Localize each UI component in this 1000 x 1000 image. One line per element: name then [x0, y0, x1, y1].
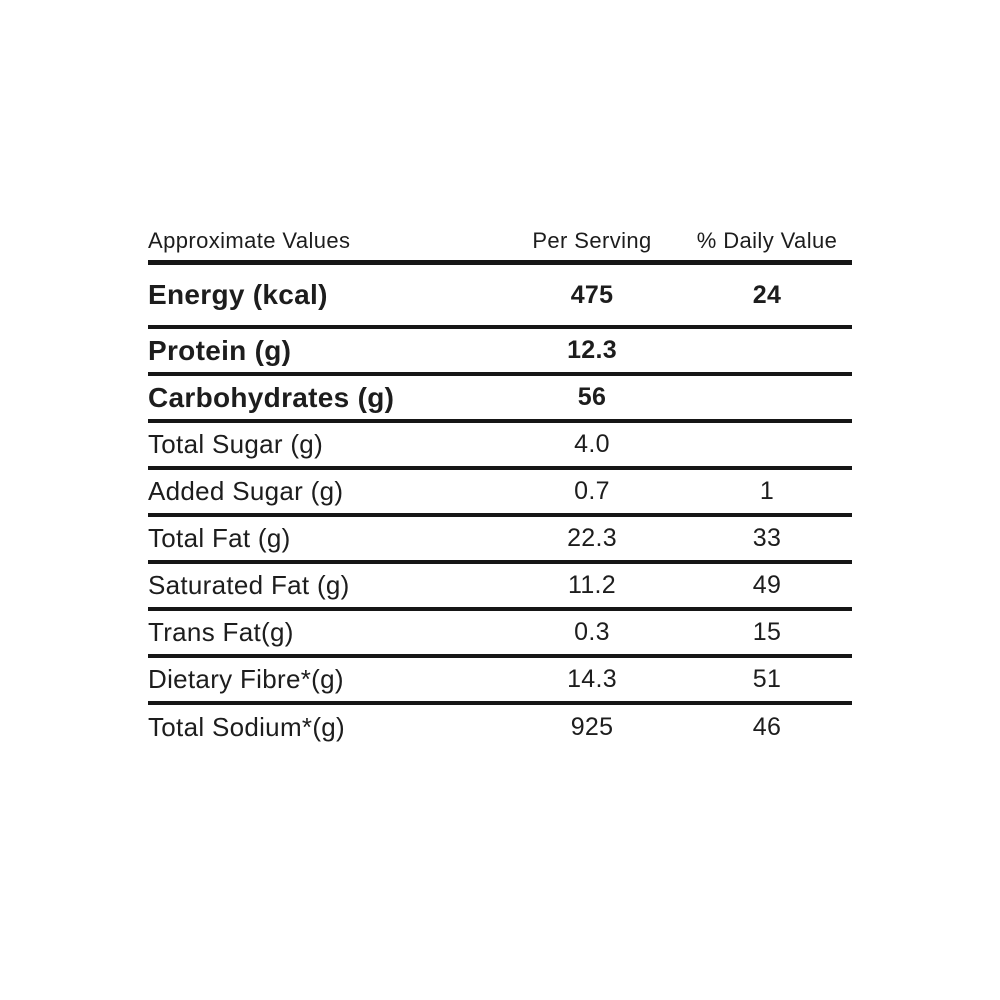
per-serving-value: 11.2 [567, 571, 616, 599]
nutrient-label: Carbohydrates (g) [148, 381, 395, 413]
nutrient-label: Added Sugar (g) [148, 476, 344, 506]
per-serving-value: 4.0 [574, 430, 610, 458]
table-row [148, 705, 852, 749]
daily-value: 49 [752, 571, 782, 599]
nutrient-label: Total Sugar (g) [148, 429, 324, 459]
table-row [148, 423, 852, 470]
header-approximate-values: Approximate Values [148, 228, 351, 253]
header-daily-value: % Daily Value [696, 228, 838, 253]
table-row [148, 265, 852, 329]
per-serving-value: 12.3 [567, 336, 617, 364]
table-row [148, 376, 852, 423]
daily-value: 1 [759, 477, 775, 505]
per-serving-value: 22.3 [567, 524, 617, 552]
table-row [148, 611, 852, 658]
daily-value: 24 [752, 280, 782, 309]
table-row [148, 470, 852, 517]
nutrient-label: Total Fat (g) [148, 523, 291, 553]
per-serving-value: 475 [570, 280, 614, 309]
daily-value: 15 [752, 618, 782, 646]
nutrient-label: Dietary Fibre*(g) [148, 664, 344, 694]
nutrient-label: Total Sodium*(g) [148, 711, 345, 742]
nutrient-label: Trans Fat(g) [148, 617, 294, 647]
nutrient-label: Energy (kcal) [148, 279, 328, 310]
daily-value: 33 [752, 524, 782, 552]
table-row [148, 517, 852, 564]
per-serving-value: 56 [577, 383, 607, 411]
daily-value: 46 [752, 712, 782, 741]
per-serving-value: 925 [570, 712, 614, 741]
table-header-row [148, 222, 852, 265]
nutrition-table [148, 222, 852, 749]
table-body [148, 265, 852, 749]
table-row [148, 658, 852, 705]
per-serving-value: 0.3 [574, 618, 610, 646]
header-per-serving: Per Serving [532, 228, 652, 253]
daily-value: 51 [752, 665, 782, 693]
table-row [148, 564, 852, 611]
per-serving-value: 14.3 [567, 665, 617, 693]
table-row [148, 329, 852, 376]
nutrient-label: Protein (g) [148, 334, 292, 366]
nutrient-label: Saturated Fat (g) [148, 570, 350, 600]
per-serving-value: 0.7 [574, 477, 610, 505]
